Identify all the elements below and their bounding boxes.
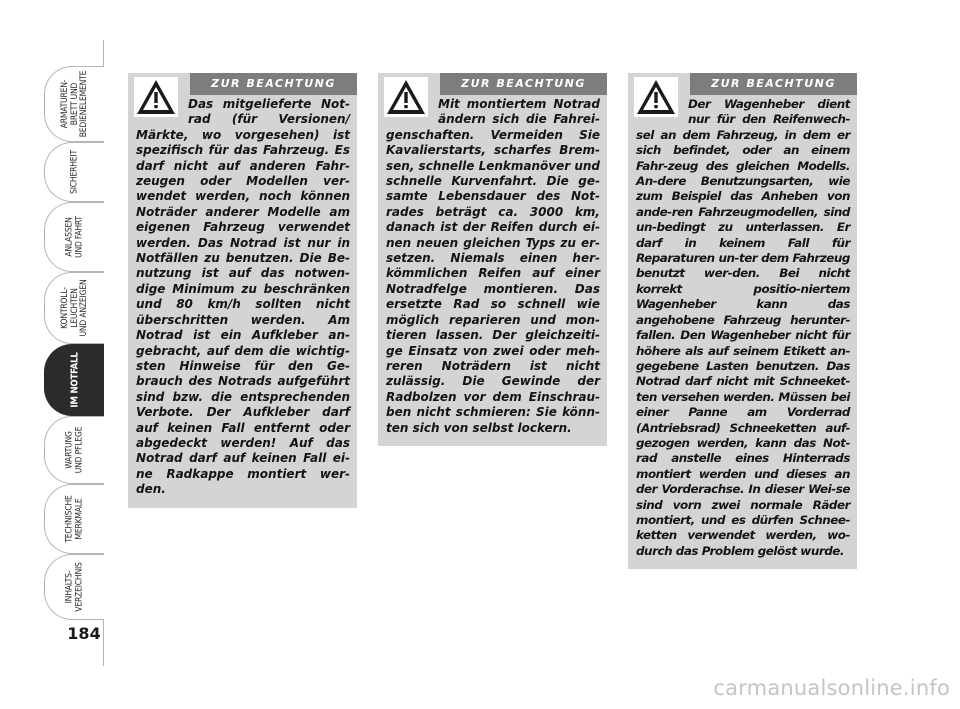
warning-header: ZUR BEACHTUNG [190, 73, 357, 95]
tab-label: SICHERHEIT [68, 150, 79, 194]
warning-text: Das mitgelieferte Not-rad (für Versionen/ Märkte, wo vorgesehen) ist spezifisch für das Fahrzeug. Es darf nicht auf anderen Fahr-zeugen oder Modellen ver-wendet werden, noch können Noträder anderer Modelle am eigenen Fahrzeug verwendet werden. Das Notrad ist nur in Notfällen zu benutzen. Die Be-nutzung ist auf das notwen-dige Minimum zu beschränken und 80 km/h sollten nicht überschritten werden. Am Notrad ist ein Aufkleber an-gebracht, auf dem die wichtig-sten Hinweise für den Ge-brauch des Notrads aufgeführt sind bzw. die entsprechenden Verbote. Der Aufkleber darf auf keinen Fall entfernt oder abgedeckt werden! Auf das Notrad darf auf keinen Fall ei-ne Radkappe montiert wer-den. [136, 97, 350, 497]
tab-label: ANLASSEN UND FAHRT [64, 216, 84, 258]
warning-box [628, 73, 857, 569]
tab-label: WARTUNG UND PFLEGE [64, 426, 84, 474]
warning-triangle-icon [384, 77, 428, 117]
warning-box [128, 73, 357, 508]
tab-anlassen[interactable] [44, 202, 104, 272]
warning-header: ZUR BEACHTUNG [440, 73, 607, 95]
watermark: carmanualsonline.info [713, 676, 950, 700]
tab-wartung[interactable] [44, 416, 104, 484]
divider [103, 40, 104, 66]
warning-text: Mit montiertem Notrad ändern sich die Fahrei-genschaften. Vermeiden Sie Kavalierstarts, scharfes Brem-sen, schnelle Lenkmanöver und schnelle Kurvenfahrt. Die ge-samte Lebensdauer des Not-rades beträgt ca. 3000 km, danach ist der Reifen durch ei-nen neuen gleichen Typs zu er-setzen. Niemals einen her-kömmlichen Reifen auf einer Notradfelge montieren. Das ersetzte Rad so schnell wie möglich reparieren und mon-tieren lassen. Der gleichzeiti-ge Einsatz von zwei oder meh-reren Noträdern ist nicht zulässig. Die Gewinde der Radbolzen vor dem Einschrau-ben nicht schmieren: Sie könn-ten sich von selbst lockern. [386, 97, 601, 435]
tab-label: TECHNISCHE MERKMALE [64, 495, 84, 543]
warning-triangle-icon [634, 77, 678, 117]
tab-inhaltsverzeichnis[interactable] [44, 554, 104, 620]
tab-kontrollleuchten[interactable] [44, 272, 104, 344]
page-number: 184 [67, 624, 101, 643]
tab-technische-merkmale[interactable] [44, 484, 104, 554]
tab-label: ARMATUREN- BRETT UND BEDIENELEMENTE [59, 70, 89, 138]
warning-text: Der Wagenheber dient nur für den Reifenwech-sel an dem Fahrzeug, in dem er sich befindet, oder an einem Fahr-zeug des gleichen Modells. An-dere Benutzungsarten, wie zum Beispiel das Anheben von ande-ren Fahrzeugmodellen, sind un-bedingt zu unterlassen. Er darf in keinem Fall für Reparaturen un-ter dem Fahrzeug benutzt wer-den. Bei nicht korrekt positio-niertem Wagenheber kann das angehobene Fahrzeug herunter-fallen. Den Wagenheber nicht für höhere als auf seinem Etikett an-gegebene Lasten benutzen. Das Notrad darf nicht mit Schneeket-ten versehen werden. Müssen bei einer Panne am Vorderrad (Antriebsrad) Schneeketten auf-gezogen werden, kann das Not-rad anstelle eines Hinterrads montiert werden und dieses an der Vorderachse. In dieser Wei-se sind vorn zwei normale Räder montiert, und es dürfen Schnee-ketten verwendet werden, wo-durch das Problem gelöst wurde. [636, 97, 850, 558]
tab-im-notfall[interactable] [44, 344, 104, 416]
warning-header: ZUR BEACHTUNG [690, 73, 857, 95]
chapter-tab-sidebar [0, 0, 110, 709]
tab-armaturenbrett[interactable] [44, 66, 104, 142]
tab-label: KONTROLL- LEUCHTEN UND ANZEIGEN [59, 279, 89, 337]
tab-label: INHALTS- VERZEICHNIS [64, 562, 84, 612]
tab-sicherheit[interactable] [44, 142, 104, 202]
warning-box [378, 73, 607, 446]
tab-label: IM NOTFALL [68, 352, 80, 408]
warning-triangle-icon [134, 77, 178, 117]
